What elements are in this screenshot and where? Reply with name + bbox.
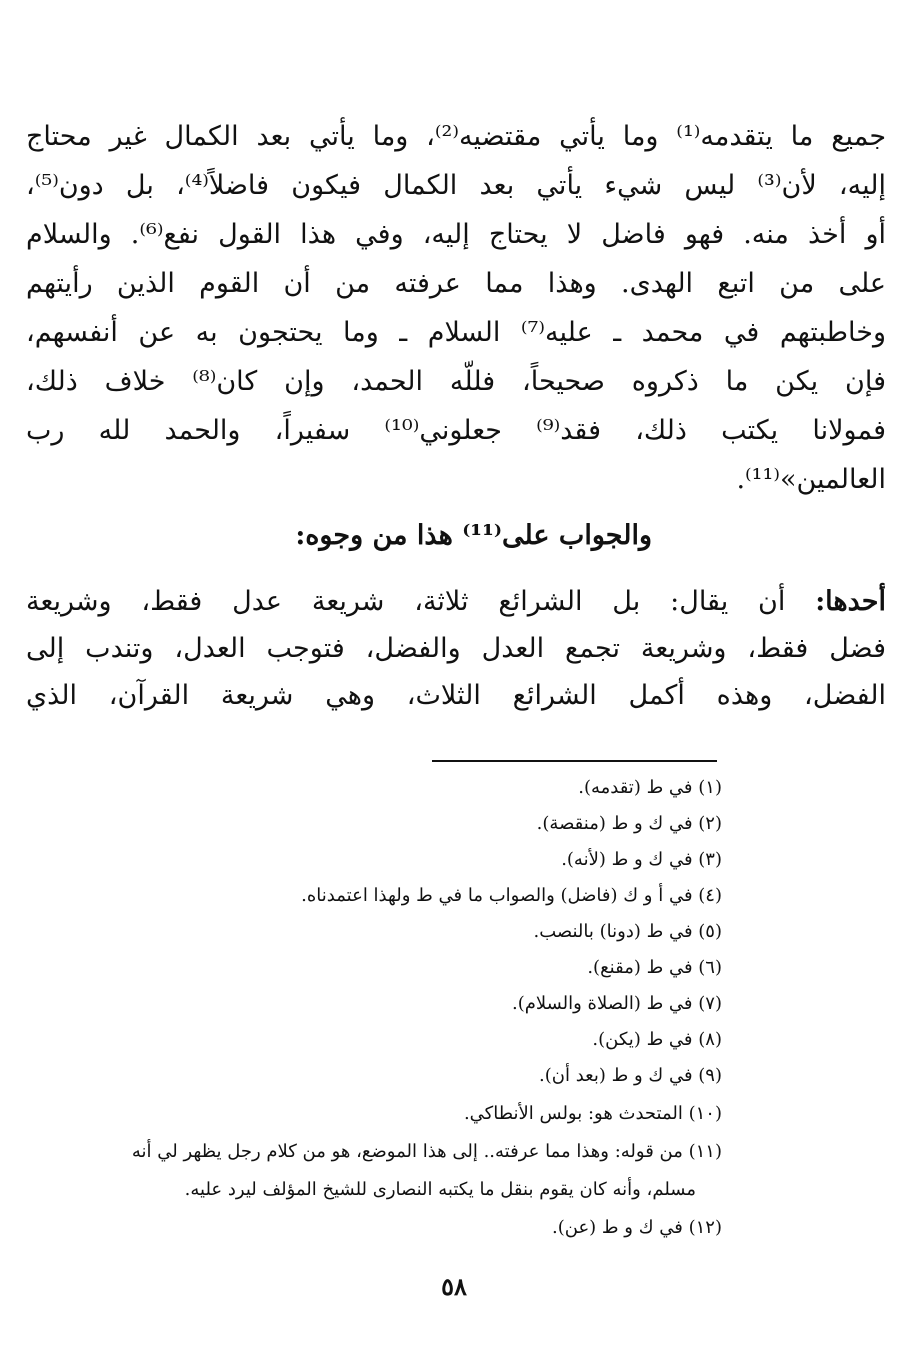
footnote: (٥) في ط (دونا) بالنصب. bbox=[533, 921, 722, 942]
footnote: (٤) في أ و ك (فاضل) والصواب ما في ط ولهذا اعتمدناه. bbox=[301, 885, 722, 906]
text-span: أن يقال: بل الشرائع ثلاثة، شريعة عدل فقط، وشريعة bbox=[26, 586, 816, 617]
text-line bbox=[26, 578, 886, 625]
text-line: الفضل، وهذه أكمل الشرائع الثلاث، وهي شريعة القرآن، الذي bbox=[26, 680, 886, 711]
text-line: فضل فقط، وشريعة تجمع العدل والفضل، فتوجب العدل، وتندب إلى bbox=[26, 633, 886, 664]
footnote-10: (١٠) المتحدث هو: بولس الأنطاكي. bbox=[463, 1103, 722, 1124]
section-heading: والجواب على⁽¹¹⁾ هذا من وجوه: bbox=[295, 520, 652, 551]
footnote: (٧) في ط (الصلاة والسلام). bbox=[511, 993, 722, 1014]
footnote: (٢) في ك و ط (منقصة). bbox=[536, 813, 722, 834]
main-paragraph bbox=[26, 112, 886, 504]
page-number: ٥٨ bbox=[441, 1272, 467, 1301]
footnote-11: (١١) من قوله: وهذا مما عرفته.. إلى هذا الموضع، هو من كلام رجل يظهر لي أنه bbox=[131, 1141, 722, 1162]
footnote: (١) في ط (تقدمه). bbox=[578, 777, 722, 798]
text-line: وخاطبتهم في محمد ـ عليه⁽⁷⁾ السلام ـ وما يحتجون به عن أنفسهم، bbox=[26, 317, 886, 348]
text-line: فمولانا يكتب ذلك، فقد⁽⁹⁾ جعلوني⁽¹⁰⁾ سفيراً، والحمد لله رب bbox=[26, 415, 886, 446]
text-line: أو أخذ منه. فهو فاضل لا يحتاج إليه، وفي هذا القول نفع⁽⁶⁾. والسلام bbox=[26, 219, 886, 250]
text-line: إليه، لأن⁽³⁾ ليس شيء يأتي بعد الكمال فيكون فاضلاً⁽⁴⁾، بل دون⁽⁵⁾، bbox=[26, 170, 886, 201]
text-line: على من اتبع الهدى. وهذا مما عرفته من أن القوم الذين رأيتهم bbox=[26, 268, 886, 299]
footnotes-list bbox=[82, 770, 722, 1094]
text-line: جميع ما يتقدمه⁽¹⁾ وما يأتي مقتضيه⁽²⁾، وما يأتي بعد الكمال غير محتاج bbox=[26, 121, 886, 152]
text-line: العالمين»⁽¹¹⁾. bbox=[736, 464, 886, 495]
footnote-11-continued: مسلم، وأنه كان يقوم بنقل ما يكتبه النصارى للشيخ المؤلف ليرد عليه. bbox=[184, 1179, 696, 1200]
footnote: (٣) في ك و ط (لأنه). bbox=[561, 849, 722, 870]
text-line: فإن يكن ما ذكروه صحيحاً، فللّه الحمد، وإن كان⁽⁸⁾ خلاف ذلك، bbox=[26, 366, 886, 397]
footnote-12: (١٢) في ك و ط (عن). bbox=[552, 1217, 722, 1238]
footnote-divider bbox=[432, 760, 717, 762]
second-paragraph bbox=[26, 578, 886, 719]
footnote: (٩) في ك و ط (بعد أن). bbox=[539, 1065, 722, 1086]
footnote: (٨) في ط (يكن). bbox=[592, 1029, 722, 1050]
paragraph-lead: أحدها: bbox=[815, 586, 886, 617]
footnote: (٦) في ط (مقنع). bbox=[587, 957, 722, 978]
